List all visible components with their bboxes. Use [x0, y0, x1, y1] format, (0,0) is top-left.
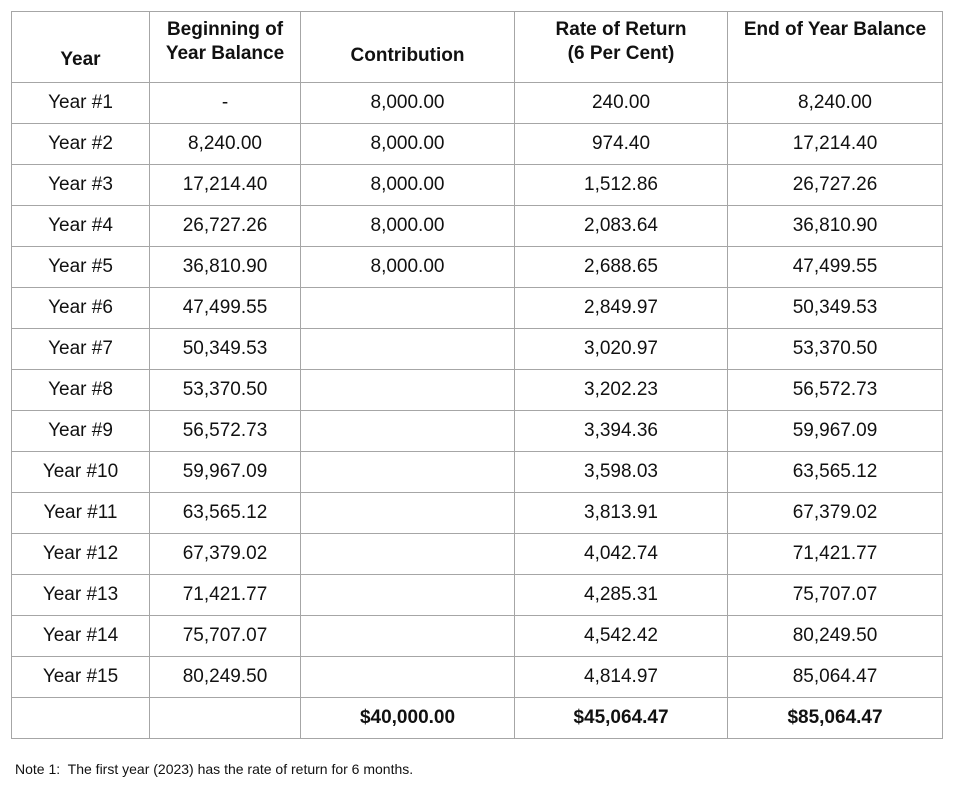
cell-beginning: 71,421.77 [150, 575, 301, 616]
cell-year: Year #6 [12, 288, 150, 329]
cell-rate: 974.40 [515, 124, 728, 165]
cell-end: 53,370.50 [728, 329, 943, 370]
cell-rate: 240.00 [515, 83, 728, 124]
cell-contribution [301, 657, 515, 698]
cell-contribution [301, 411, 515, 452]
table-row [12, 83, 943, 124]
cell-end: 17,214.40 [728, 124, 943, 165]
cell-year: Year #7 [12, 329, 150, 370]
cell-rate: 3,813.91 [515, 493, 728, 534]
cell-rate: 3,020.97 [515, 329, 728, 370]
cell-year: Year #9 [12, 411, 150, 452]
header-beginning-balance [150, 12, 301, 83]
cell-beginning: 26,727.26 [150, 206, 301, 247]
cell-beginning: 75,707.07 [150, 616, 301, 657]
header-rate-line2: (6 Per Cent) [567, 43, 675, 64]
cell-year: Year #5 [12, 247, 150, 288]
cell-end: 71,421.77 [728, 534, 943, 575]
table-row [12, 411, 943, 452]
total-beginning [150, 698, 301, 739]
header-beginning-line2: Year Balance [165, 43, 285, 64]
cell-contribution [301, 493, 515, 534]
cell-year: Year #1 [12, 83, 150, 124]
cell-end: 56,572.73 [728, 370, 943, 411]
total-rate: $45,064.47 [515, 698, 728, 739]
cell-rate: 4,042.74 [515, 534, 728, 575]
cell-contribution [301, 452, 515, 493]
cell-year: Year #4 [12, 206, 150, 247]
cell-contribution: 8,000.00 [301, 124, 515, 165]
table-row [12, 534, 943, 575]
header-end-balance: End of Year Balance [728, 12, 943, 83]
cell-beginning: 53,370.50 [150, 370, 301, 411]
cell-contribution: 8,000.00 [301, 83, 515, 124]
cell-year: Year #11 [12, 493, 150, 534]
cell-end: 36,810.90 [728, 206, 943, 247]
cell-end: 50,349.53 [728, 288, 943, 329]
cell-beginning: 8,240.00 [150, 124, 301, 165]
table-row [12, 247, 943, 288]
cell-year: Year #3 [12, 165, 150, 206]
cell-beginning: 36,810.90 [150, 247, 301, 288]
cell-rate: 3,598.03 [515, 452, 728, 493]
cell-year: Year #10 [12, 452, 150, 493]
cell-beginning: 17,214.40 [150, 165, 301, 206]
cell-year: Year #12 [12, 534, 150, 575]
cell-beginning: 47,499.55 [150, 288, 301, 329]
cell-end: 59,967.09 [728, 411, 943, 452]
cell-contribution [301, 575, 515, 616]
header-rate-of-return [515, 12, 728, 83]
table-row [12, 493, 943, 534]
cell-year: Year #14 [12, 616, 150, 657]
total-year [12, 698, 150, 739]
table-row [12, 575, 943, 616]
table-row [12, 124, 943, 165]
cell-rate: 3,202.23 [515, 370, 728, 411]
cell-year: Year #13 [12, 575, 150, 616]
table-row [12, 206, 943, 247]
cell-end: 85,064.47 [728, 657, 943, 698]
cell-rate: 1,512.86 [515, 165, 728, 206]
cell-rate: 2,849.97 [515, 288, 728, 329]
cell-rate: 2,688.65 [515, 247, 728, 288]
table-row [12, 452, 943, 493]
cell-contribution [301, 616, 515, 657]
cell-end: 67,379.02 [728, 493, 943, 534]
cell-rate: 4,814.97 [515, 657, 728, 698]
total-contribution: $40,000.00 [301, 698, 515, 739]
table-row [12, 288, 943, 329]
cell-end: 47,499.55 [728, 247, 943, 288]
table-row [12, 616, 943, 657]
cell-rate: 2,083.64 [515, 206, 728, 247]
cell-beginning: - [150, 83, 301, 124]
cell-beginning: 67,379.02 [150, 534, 301, 575]
table-row [12, 657, 943, 698]
cell-contribution: 8,000.00 [301, 206, 515, 247]
cell-year: Year #15 [12, 657, 150, 698]
cell-beginning: 63,565.12 [150, 493, 301, 534]
table-row [12, 370, 943, 411]
header-row [12, 12, 943, 83]
cell-rate: 4,542.42 [515, 616, 728, 657]
header-year: Year [12, 12, 150, 83]
cell-contribution: 8,000.00 [301, 247, 515, 288]
total-end: $85,064.47 [728, 698, 943, 739]
cell-beginning: 59,967.09 [150, 452, 301, 493]
cell-beginning: 56,572.73 [150, 411, 301, 452]
cell-contribution [301, 288, 515, 329]
cell-year: Year #2 [12, 124, 150, 165]
totals-row [12, 698, 943, 739]
cell-end: 63,565.12 [728, 452, 943, 493]
cell-year: Year #8 [12, 370, 150, 411]
cell-contribution: 8,000.00 [301, 165, 515, 206]
cell-contribution [301, 370, 515, 411]
header-rate-line1: Rate of Return [555, 19, 687, 40]
cell-end: 80,249.50 [728, 616, 943, 657]
footnote: Note 1: The first year (2023) has the rate of return for 6 months. [15, 761, 414, 777]
cell-beginning: 50,349.53 [150, 329, 301, 370]
header-contribution: Contribution [301, 12, 515, 83]
cell-rate: 3,394.36 [515, 411, 728, 452]
cell-beginning: 80,249.50 [150, 657, 301, 698]
cell-rate: 4,285.31 [515, 575, 728, 616]
header-beginning-line1: Beginning of [166, 19, 284, 40]
cell-end: 8,240.00 [728, 83, 943, 124]
cell-end: 75,707.07 [728, 575, 943, 616]
table-row [12, 329, 943, 370]
table-row [12, 165, 943, 206]
cell-contribution [301, 534, 515, 575]
savings-schedule-table [11, 11, 943, 739]
cell-contribution [301, 329, 515, 370]
cell-end: 26,727.26 [728, 165, 943, 206]
